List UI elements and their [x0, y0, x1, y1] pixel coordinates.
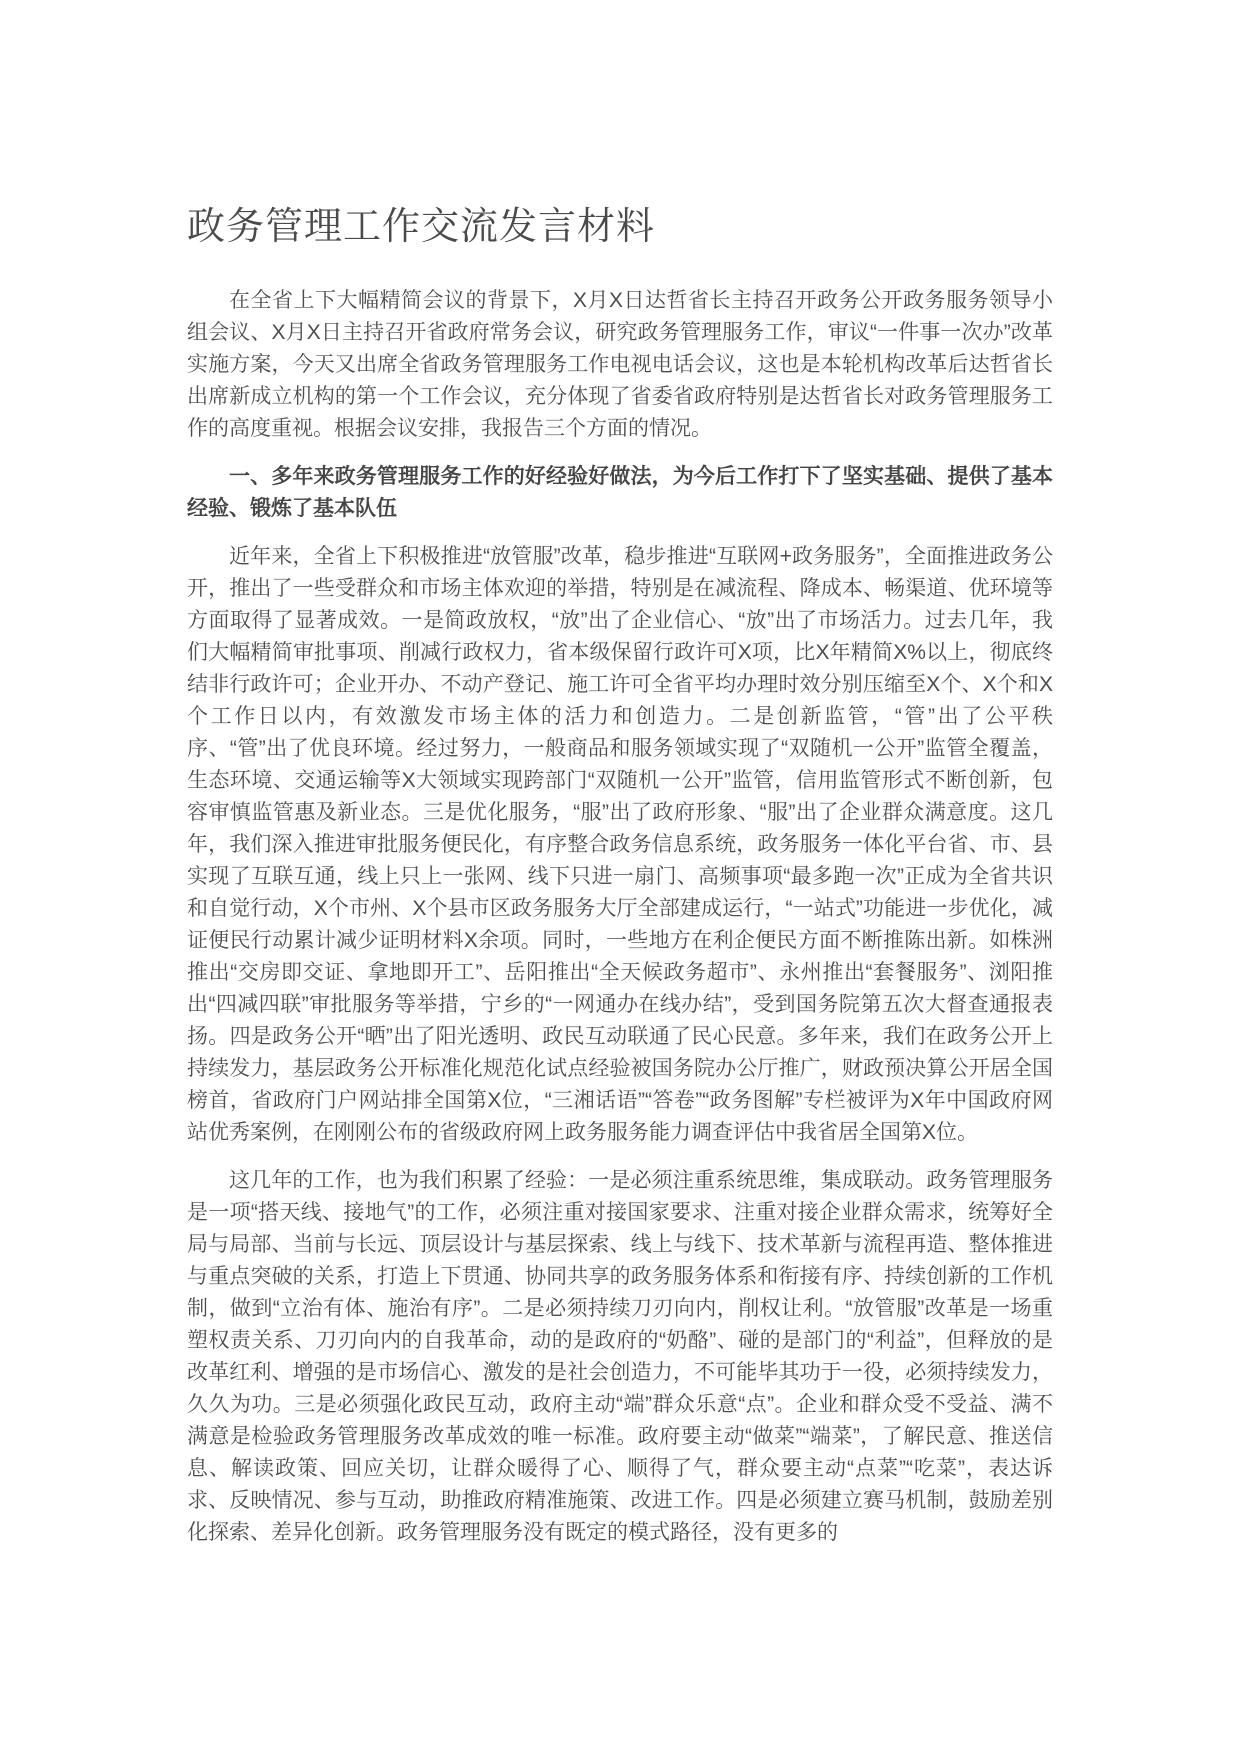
document-title: 政务管理工作交流发言材料 — [187, 206, 656, 248]
paragraph-achievements: 近年来，全省上下积极推进“放管服”改革，稳步推进“互联网+政务服务”，全面推进政务公开，推出了一些受群众和市场主体欢迎的举措，特别是在减流程、降成本、畅渠道、优环境等方面取得了显著成效。一是简政放权，“放”出了企业信心、“放”出了市场活力。过去几年，我们大幅精简审批事项、削减行政权力，省本级保留行政许可X项，比X年精简X%以上，彻底终结非行政许可；企业开办、不动产登记、施工许可全省平均办理时效分别压缩至X个、X个和X个工作日以内，有效激发市场主体的活力和创造力。二是创新监管，“管”出了公平秩序、“管”出了优良环境。经过努力，一般商品和服务领域实现了“双随机一公开”监管全覆盖，生态环境、交通运输等X大领域实现跨部门“双随机一公开”监管，信用监管形式不断创新，包容审慎监管惠及新业态。三是优化服务，“服”出了政府形象、“服”出了企业群众满意度。这几年，我们深入推进审批服务便民化，有序整合政务信息系统，政务服务一体化平台省、市、县实现了互联互通，线上只上一张网、线下只进一扇门、高频事项“最多跑一次”正成为全省共识和自觉行动，X个市州、X个县市区政务服务大厅全部建成运行，“一站式”功能进一步优化，减证便民行动累计减少证明材料X余项。同时，一些地方在利企便民方面不断推陈出新。如株洲推出“交房即交证、拿地即开工”、岳阳推出“全天候政务超市”、永州推出“套餐服务”、浏阳推出“四减四联”审批服务等举措，宁乡的“一网通办在线办结”，受到国务院第五次大督查通报表扬。四是政务公开“晒”出了阳光透明、政民互动联通了民心民意。多年来，我们在政务公开上持续发力，基层政务公开标准化规范化试点经验被国务院办公厅推广，财政预决算公开居全国榜首，省政府门户网站排全国第X位，“三湘话语”“答卷”“政务图解”专栏被评为X年中国政府网站优秀案例，在刚刚公布的省级政府网上政务服务能力调查评估中我省居全国第X位。 — [187, 545, 1053, 1144]
paragraph-intro: 在全省上下大幅精简会议的背景下，X月X日达哲省长主持召开政务公开政务服务领导小组会议、X月X日主持召开省政府常务会议，研究政务管理服务工作，审议“一件事一次办”改革实施方案，今天又出席全省政务管理服务工作电视电话会议，这也是本轮机构改革后达哲省长出席新成立机构的第一个工作会议，充分体现了省委省政府特别是达哲省长对政务管理服务工作的高度重视。根据会议安排，我报告三个方面的情况。 — [187, 289, 1053, 440]
section-heading-1: 一、多年来政务管理服务工作的好经验好做法，为今后工作打下了坚实基础、提供了基本经验、锻炼了基本队伍 — [187, 465, 1053, 520]
paragraph-experience: 这几年的工作，也为我们积累了经验：一是必须注重系统思维，集成联动。政务管理服务是一项“搭天线、接地气”的工作，必须注重对接国家要求、注重对接企业群众需求，统筹好全局与局部、当前与长远、顶层设计与基层探索、线上与线下、技术革新与流程再造、整体推进与重点突破的关系，打造上下贯通、协同共享的政务服务体系和衔接有序、持续创新的工作机制，做到“立治有体、施治有序”。二是必须持续刀刃向内，削权让利。“放管服”改革是一场重塑权责关系、刀刃向内的自我革命，动的是政府的“奶酪”、碰的是部门的“利益”，但释放的是改革红利、增强的是市场信心、激发的是社会创造力，不可能毕其功于一役，必须持续发力，久久为功。三是必须强化政民互动，政府主动“端”群众乐意“点”。企业和群众受不受益、满不满意是检验政务管理服务改革成效的唯一标准。政府要主动“做菜”“端菜”，了解民意、推送信息、解读政策、回应关切，让群众暖得了心、顺得了气，群众要主动“点菜”“吃菜”，表达诉求、反映情况、参与互动，助推政府精准施策、改进工作。四是必须建立赛马机制，鼓励差别化探索、差异化创新。政务管理服务没有既定的模式路径，没有更多的 — [187, 1169, 1053, 1544]
